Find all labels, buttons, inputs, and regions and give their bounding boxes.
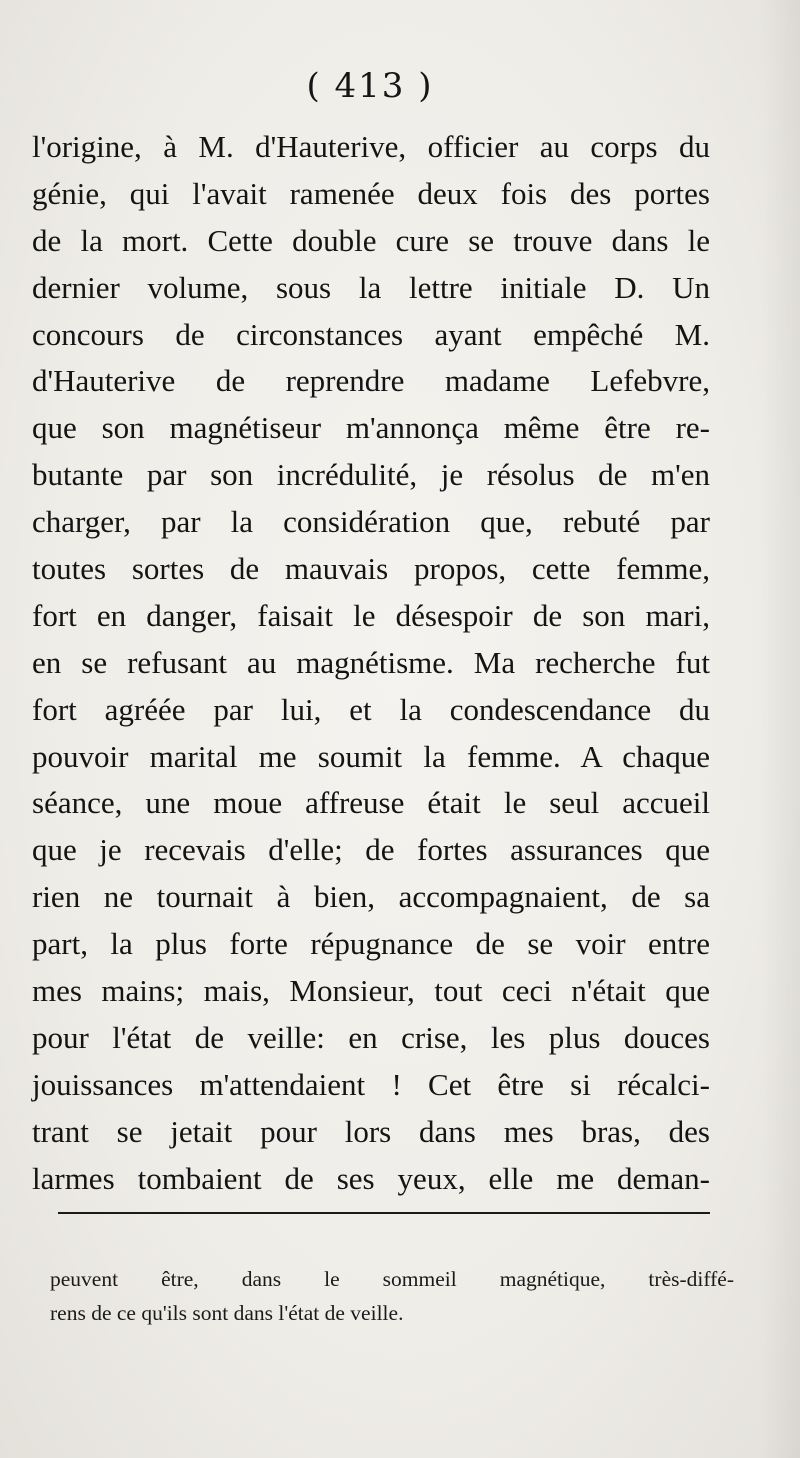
footnote-line: peuvent être, dans le sommeil magnétique, très-diffé- [50, 1267, 734, 1291]
text-line: part, la plus forte répugnance de se voir entre [32, 926, 710, 962]
text-line: charger, par la considération que, rebuté par [32, 504, 710, 540]
body-text [32, 124, 710, 1202]
text-line: mes mains; mais, Monsieur, tout ceci n'était que [32, 973, 710, 1009]
text-line: rien ne tournait à bien, accompagnaient, de sa [32, 879, 710, 915]
text-line: de la mort. Cette double cure se trouve dans le [32, 222, 710, 258]
text-line: d'Hauterive de reprendre madame Lefebvre, [32, 363, 710, 399]
footnote-rule [58, 1212, 710, 1214]
footnote-line: rens de ce qu'ils sont dans l'état de veille. [50, 1301, 404, 1325]
text-line: butante par son incrédulité, je résolus de m'en [32, 457, 710, 493]
text-line: en se refusant au magnétisme. Ma recherche fut [32, 644, 710, 680]
text-line: dernier volume, sous la lettre initiale D. Un [32, 269, 710, 305]
page-number: ( 413 ) [306, 66, 434, 106]
text-line: larmes tombaient de ses yeux, elle me deman- [32, 1160, 710, 1196]
text-line: pouvoir marital me soumit la femme. A chaque [32, 738, 710, 774]
page-edge-shadow [760, 0, 800, 1458]
text-line: fort en danger, faisait le désespoir de son mari, [32, 597, 710, 633]
text-line: concours de circonstances ayant empêché M. [32, 316, 710, 352]
text-line: l'origine, à M. d'Hauterive, officier au corps du [32, 129, 710, 164]
text-line: jouissances m'attendaient ! Cet être si récalci- [32, 1066, 710, 1102]
text-line: pour l'état de veille: en crise, les plus douces [32, 1019, 710, 1055]
text-line: que son magnétiseur m'annonça même être re- [32, 410, 710, 446]
footnote [50, 1262, 734, 1330]
text-line: séance, une moue affreuse était le seul accueil [32, 785, 710, 821]
text-line: trant se jetait pour lors dans mes bras, des [32, 1113, 710, 1149]
text-line: génie, qui l'avait ramenée deux fois des portes [32, 175, 710, 211]
text-line: toutes sortes de mauvais propos, cette femme, [32, 551, 710, 587]
text-line: que je recevais d'elle; de fortes assurances que [32, 832, 710, 868]
text-line: fort agréée par lui, et la condescendance du [32, 691, 710, 727]
